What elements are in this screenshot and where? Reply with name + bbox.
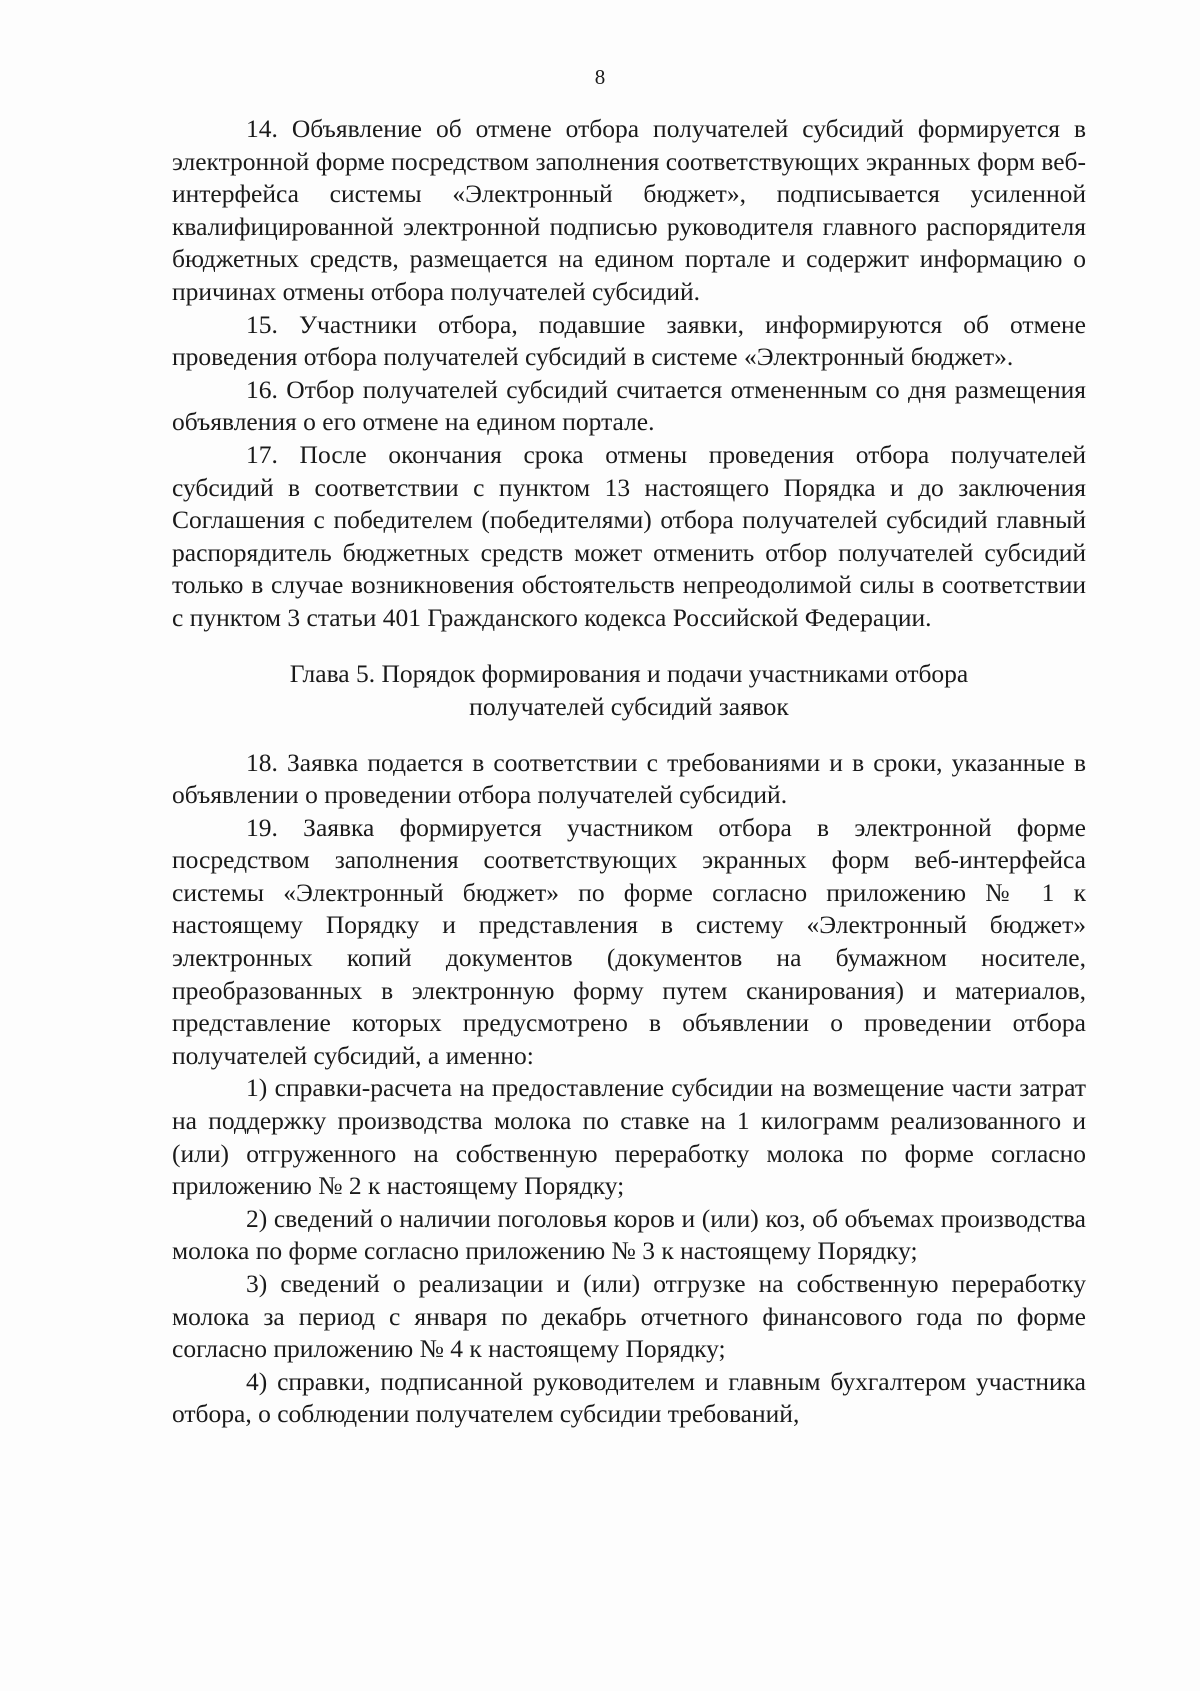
chapter-heading: Глава 5. Порядок формирования и подачи участниками отбора получателей субсидий заявок	[289, 658, 969, 721]
paragraph-15: 15. Участники отбора, подавшие заявки, информируются об отмене проведения отбора получателей субсидий в системе «Электронный бюджет».	[172, 309, 1086, 372]
list-item-2: 2) сведений о наличии поголовья коров и (или) коз, об объемах производства молока по форме согласно приложению № 3 к настоящему Порядку;	[172, 1203, 1086, 1266]
paragraph-17: 17. После окончания срока отмены проведения отбора получателей субсидий в соответствии с пунктом 13 настоящего Порядка и до заключения Соглашения с победителем (победителями) отбора получателей субсидий главный распорядитель бюджетных средств может отменить отбор получателей субсидий только в случае возникновения обстоятельств непреодолимой силы в соответствии с пунктом 3 статьи 401 Гражданского кодекса Российской Федерации.	[172, 439, 1086, 632]
paragraph-14: 14. Объявление об отмене отбора получателей субсидий формируется в электронной форме посредством заполнения соответствующих экранных форм веб-интерфейса системы «Электронный бюджет», подписывается усиленной квалифицированной электронной подписью руководителя главного распорядителя бюджетных средств, размещается на едином портале и содержит информацию о причинах отмены отбора получателей субсидий.	[172, 114, 1086, 306]
list-item-1: 1) справки-расчета на предоставление субсидии на возмещение части затрат на поддержку производства молока по ставке на 1 килограмм реализованного и (или) отгруженного на собственную переработку молока по форме согласно приложению № 2 к настоящему Порядку;	[172, 1073, 1086, 1201]
document-body	[172, 113, 1086, 1431]
list-item-4: 4) справки, подписанной руководителем и главным бухгалтером участника отбора, о соблюдении получателем субсидии требований,	[172, 1366, 1086, 1429]
list-item-3: 3) сведений о реализации и (или) отгрузке на собственную переработку молока за период с января по декабрь отчетного финансового года по форме согласно приложению № 4 к настоящему Порядку;	[172, 1269, 1086, 1364]
paragraph-19: 19. Заявка формируется участником отбора в электронной форме посредством заполнения соответствующих экранных форм веб-интерфейса системы «Электронный бюджет» по форме согласно приложению № 1 к настоящему Порядку и представления в систему «Электронный бюджет» электронных копий документов (документов на бумажном носителе, преобразованных в электронную форму путем сканирования) и материалов, представление которых предусмотрено в объявлении о проведении отбора получателей субсидий, а именно:	[172, 812, 1086, 1070]
paragraph-16: 16. Отбор получателей субсидий считается отмененным со дня размещения объявления о его отмене на едином портале.	[172, 374, 1086, 437]
page-number: 8	[594, 65, 606, 89]
paragraph-18: 18. Заявка подается в соответствии с требованиями и в сроки, указанные в объявлении о проведении отбора получателей субсидий.	[172, 747, 1086, 810]
